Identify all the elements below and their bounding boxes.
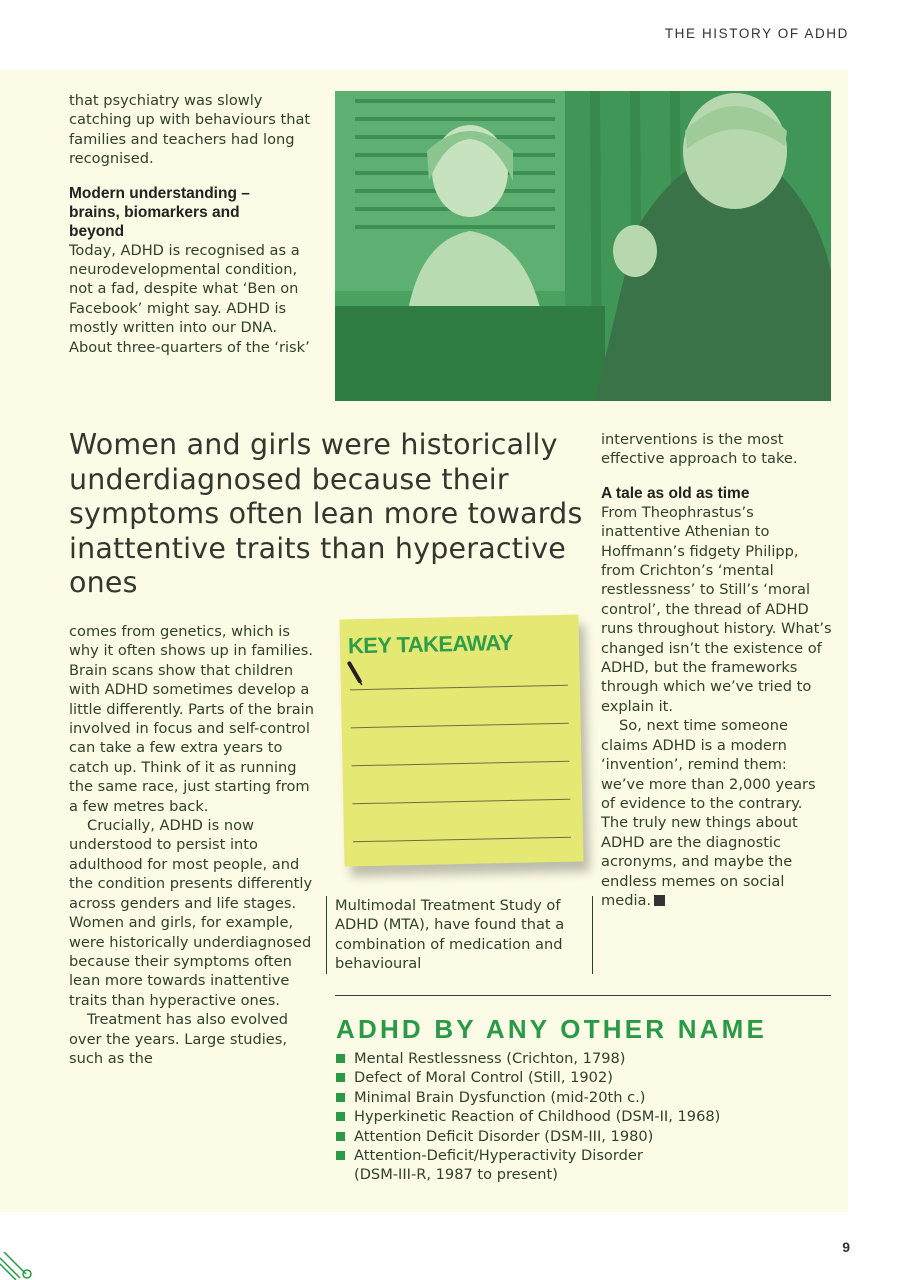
middle-column: [335, 896, 585, 974]
body-paragraph: Treatment has also evolved over the years. Large studies, such as the: [69, 1011, 288, 1067]
vintage-consultation-photo: [335, 91, 831, 401]
list-item: Attention-Deficit/Hyperactivity Disorder (DSM-III-R, 1987 to present): [336, 1146, 684, 1185]
right-column: [601, 430, 833, 910]
square-bullet-icon: [336, 1073, 345, 1082]
pen-icon: [346, 661, 365, 687]
list-item: Minimal Brain Dysfunction (mid-20th c.): [336, 1088, 720, 1107]
corner-doodle-icon: [0, 1252, 40, 1280]
body-paragraph: [601, 716, 833, 910]
body-paragraph: that psychiatry was slowly catching up with behaviours that families and teachers had long recognised.: [69, 92, 311, 168]
note-line: [353, 837, 571, 843]
body-paragraph: comes from genetics, which is why it often shows up in families. Brain scans show that children with ADHD sometimes develop a little differently. Parts of the brain involved in focus and self-control can take a few extra years to catch up. Think of it as running the same race, just starting from a few metres back.: [69, 623, 314, 815]
square-bullet-icon: [336, 1112, 345, 1121]
list-item: Attention Deficit Disorder (DSM-III, 1980): [336, 1127, 720, 1146]
other-names-heading: ADHD BY ANY OTHER NAME: [336, 1014, 768, 1044]
square-bullet-icon: [336, 1054, 345, 1063]
other-names-list: [336, 1049, 720, 1185]
body-paragraph: Crucially, ADHD is now understood to persist into adulthood for most people, and the condition presents differently across genders and life stages. Women and girls, for example, were historically underdiagnosed because their symptoms often lean more towards inattentive traits than hyperactive ones.: [69, 817, 313, 1009]
body-paragraph: From Theophrastus’s inattentive Athenian to Hoffmann’s fidgety Philipp, from Crichton’s ‘mental restlessness’ to Still’s ‘moral control’, the thread of ADHD runs throughout history. What’s changed isn’t the existence of ADHD, but the frameworks through which we’ve tried to explain it.: [601, 503, 832, 715]
closing-text: So, next time someone claims ADHD is a modern ‘invention’, remind them: we’ve more than 2,000 years of evidence to the contrary. The truly new things about ADHD are the diagnostic acronyms, and maybe the endless memes on social media.: [601, 717, 816, 909]
column-rule: [326, 896, 327, 974]
column-rule: [592, 896, 593, 974]
running-head: THE HISTORY OF ADHD: [664, 26, 849, 41]
note-line: [351, 761, 569, 767]
key-takeaway-note: [339, 615, 583, 867]
list-item: Mental Restlessness (Crichton, 1798): [336, 1049, 720, 1068]
list-item: Defect of Moral Control (Still, 1902): [336, 1068, 720, 1087]
pull-quote: Women and girls were historically underdiagnosed because their symptoms often lean more towards inattentive traits than hyperactive ones: [69, 428, 583, 599]
left-column-top: [69, 91, 317, 357]
square-bullet-icon: [336, 1151, 345, 1160]
section-divider: [335, 995, 831, 996]
list-item: Hyperkinetic Reaction of Childhood (DSM-II, 1968): [336, 1107, 720, 1126]
note-line: [350, 685, 568, 691]
section-subhead: Modern understanding – brains, biomarkers and beyond: [69, 184, 250, 240]
square-bullet-icon: [336, 1132, 345, 1141]
square-bullet-icon: [336, 1093, 345, 1102]
page-number: 9: [842, 1239, 850, 1255]
key-takeaway-title: KEY TAKEAWAY: [347, 629, 513, 659]
end-mark-icon: [654, 895, 665, 906]
note-line: [352, 799, 570, 805]
body-paragraph: Multimodal Treatment Study of ADHD (MTA), have found that a combination of medication and behavioural: [335, 897, 565, 973]
section-subhead: A tale as old as time: [601, 484, 750, 502]
left-column-bottom: [69, 622, 319, 1068]
body-paragraph: Today, ADHD is recognised as a neurodevelopmental condition, not a fad, despite what ‘Ben on Facebook’ might say. ADHD is mostly written into our DNA. About three-quarters of the ‘risk’: [69, 241, 310, 356]
body-paragraph: interventions is the most effective approach to take.: [601, 431, 798, 468]
note-line: [351, 723, 569, 729]
